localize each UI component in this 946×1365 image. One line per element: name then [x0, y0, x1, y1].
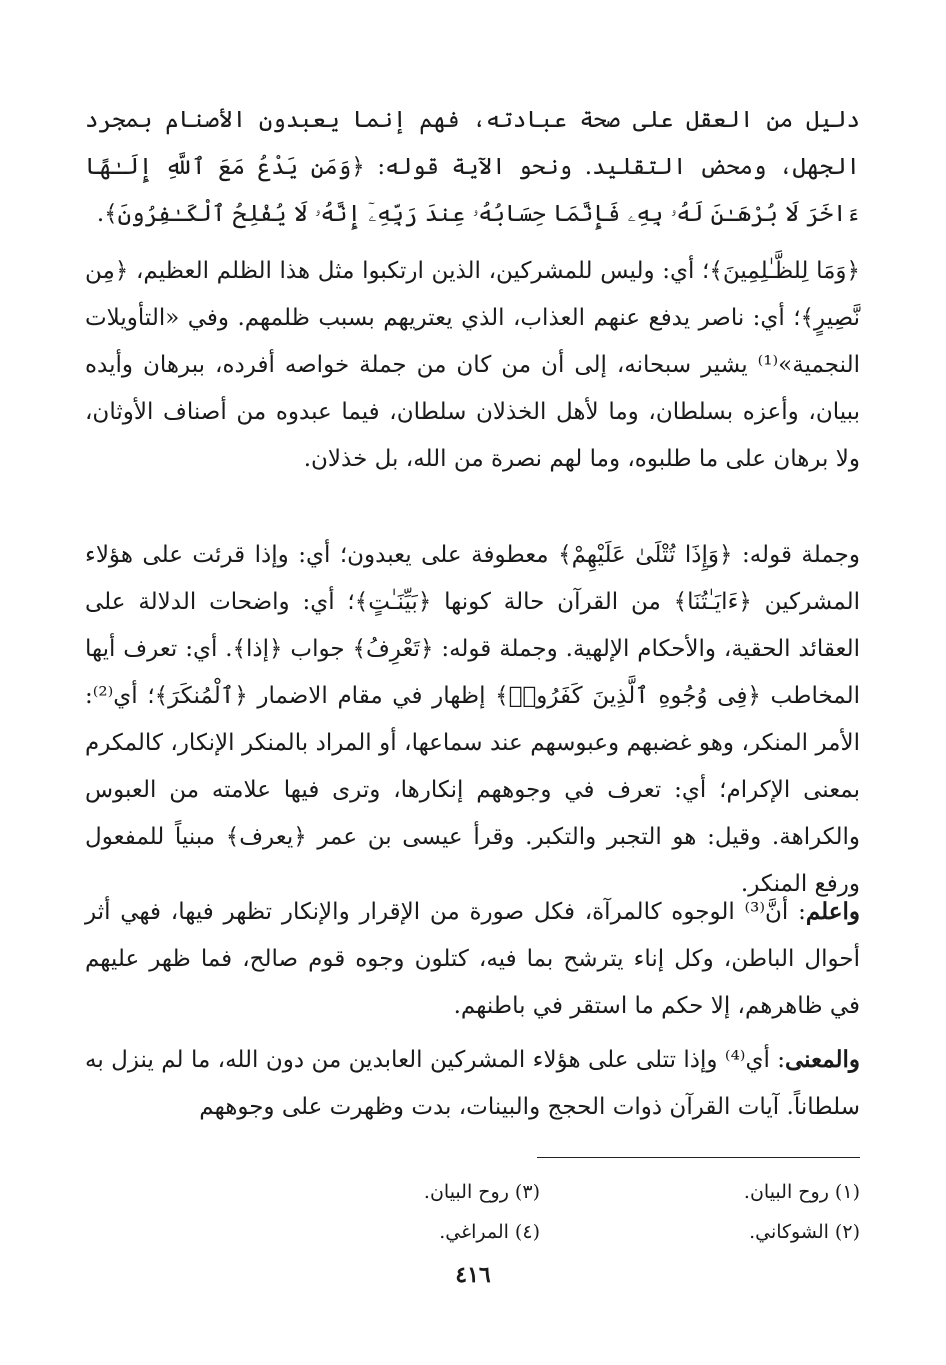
paragraph-text — [85, 1036, 860, 1131]
paragraph-text: وجملة قوله: ﴿وَإِذَا تُتْلَىٰ عَلَيْهِمْ﴾ معطوفة على يعبدون؛ أي: وإذا قرئت على هؤلاء المشركين ﴿ءَايَـٰتُنَا﴾ من القرآن حالة كونها ﴿بَيِّنَـٰتٍ﴾؛ أي: واضحات الدلالة على العقائد الحقية، والأحكام الإلهية. وجملة قوله: ﴿تَعْرِفُ﴾ جواب ﴿إذا﴾. أي: تعرف أيها المخاطب ﴿فِى وُجُوهِ ٱلَّذِينَ كَفَرُوا۟﴾ إظهار في مقام الاضمار ﴿ٱلْمُنكَرَ﴾؛ أي⁽²⁾: الأمر المنكر، وهو غضبهم وعبوسهم عند سماعها، أو المراد بالمنكر الإنكار، كالمكرم بمعنى الإكرام؛ أي: تعرف في وجوههم إنكارها، وترى فيها علامته من العبوس والكراهة. وقيل: هو التجبر والتكبر. وقرأ عيسى بن عمر ﴿يعرف﴾ مبنياً للمفعول ورفع المنكر. — [85, 542, 860, 897]
paragraph-body: : أي⁽⁴⁾ وإذا تتلى على هؤلاء المشركين العابدين من دون الله، ما لم ينزل به سلطاناً. آيات القرآن ذوات الحجج والبينات، بدت وظهرت على وجوههم — [85, 1047, 860, 1120]
paragraph-2 — [85, 248, 860, 483]
paragraph-body: : أنَّ⁽³⁾ الوجوه كالمرآة، فكل صورة من الإقرار والإنكار تظهر فيها، فهي أثر أحوال الباطن، وكل إناء يترشح بما فيه، كتلون وجوه قوم صالح، فما ظهر عليهم في ظاهرهم، إلا حكم ما استقر في باطنهم. — [85, 899, 860, 1019]
paragraph-text: ﴿وَمَا لِلظَّـٰلِمِينَ﴾؛ أي: وليس للمشركين، الذين ارتكبوا مثل هذا الظلم العظيم، ﴿مِن نَّصِيرٍ﴾؛ أي: ناصر يدفع عنهم العذاب، الذي يعتريهم بسبب ظلمهم. وفي «التأويلات النجمية»⁽¹⁾ يشير سبحانه، إلى أن من كان من جملة خواصه أفرده، ببرهان وأيده ببيان، وأعزه بسلطان، وما لأهل الخذلان سلطان، فيما عبدوه من أصناف الأوثان، ولا برهان على ما طلبوه، وما لهم نصرة من الله، بل خذلان. — [85, 258, 860, 472]
footnote-3: (٣) روح البيان. — [423, 1181, 540, 1203]
footnote-separator — [537, 1157, 860, 1158]
footnote-1: (١) روح البيان. — [743, 1181, 860, 1203]
footnote-2: (٢) الشوكاني. — [749, 1221, 860, 1243]
paragraph-text — [85, 888, 860, 1030]
paragraph-text: دليل من العقل على صحة عبادته، فهم إنما يعبدون الأصنام بمجرد الجهل، ومحض التقليد. ونحو الآية قوله: ﴿وَمَن يَدْعُ مَعَ ٱللَّهِ إِلَـٰهًا ءَاخَرَ لَا بُرْهَـٰنَ لَهُۥ بِهِۦ فَإِنَّمَا حِسَابُهُۥ عِندَ رَبِّهِۦٓ إِنَّهُۥ لَا يُفْلِحُ ٱلْكَـٰفِرُونَ﴾. — [85, 107, 860, 227]
paragraph-lead: والمعنى — [784, 1046, 860, 1073]
paragraph-3 — [85, 532, 860, 908]
paragraph-5 — [85, 1036, 860, 1131]
page-number: ٤١٦ — [455, 1262, 491, 1288]
paragraph-1 — [85, 97, 860, 238]
footnote-4: (٤) المراغي. — [439, 1221, 540, 1243]
paragraph-lead: واعلم — [805, 898, 860, 925]
paragraph-4 — [85, 888, 860, 1030]
